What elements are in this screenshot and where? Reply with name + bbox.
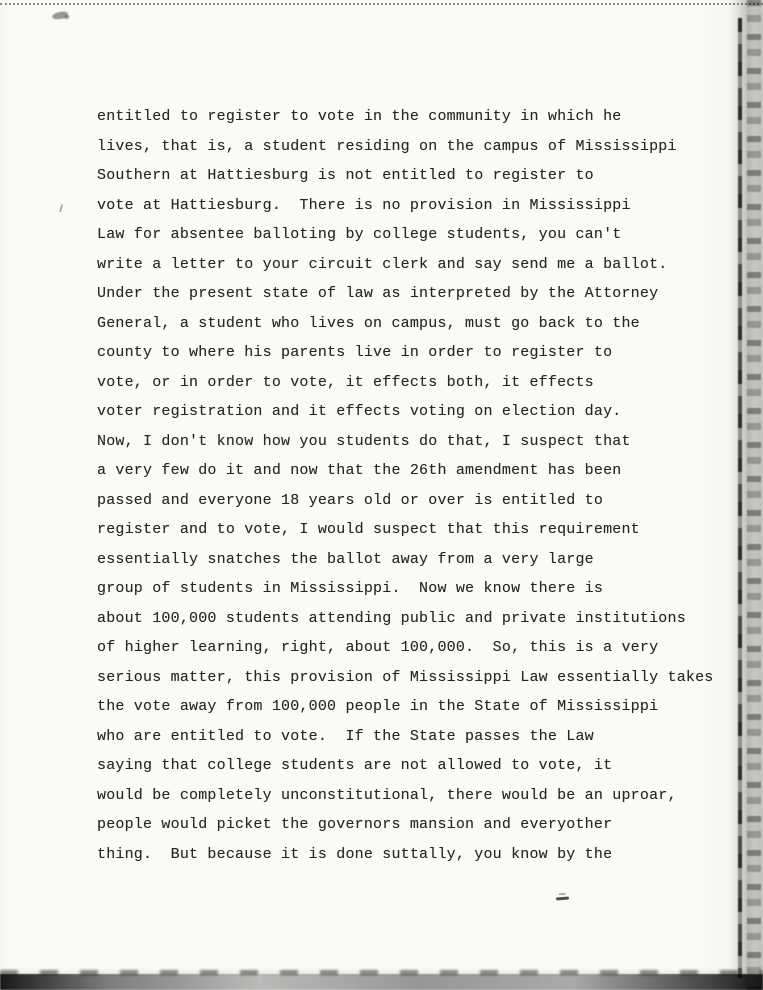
scan-artifact-top-dotted-line	[0, 3, 763, 5]
scan-artifact-right-speckle	[747, 0, 761, 990]
text-line: saying that college students are not allowed to vote, it	[97, 757, 613, 774]
text-line: passed and everyone 18 years old or over is entitled to	[97, 491, 604, 509]
scan-artifact-smudge	[52, 11, 69, 20]
scan-artifact-right-line	[738, 18, 742, 978]
text-line: voter registration and it effects voting on election day.	[97, 403, 622, 420]
text-line: Law for absentee balloting by college students, you can't	[97, 226, 622, 243]
text-line: about 100,000 students attending public and private institutions	[97, 609, 686, 627]
text-line: essentially snatches the ballot away from a very large	[97, 550, 594, 568]
text-line: group of students in Mississippi. Now we know there is	[97, 580, 604, 597]
document-text	[97, 102, 737, 869]
text-line: register and to vote, I would suspect that this requirement	[97, 521, 640, 538]
text-line: entitled to register to vote in the community in which he	[97, 108, 622, 125]
text-line: serious matter, this provision of Mississippi Law essentially takes	[97, 668, 714, 686]
text-line: would be completely unconstitutional, there would be an uproar,	[97, 786, 677, 804]
text-line: a very few do it and now that the 26th amendment has been	[97, 462, 622, 479]
text-line: Under the present state of law as interpreted by the Attorney	[97, 285, 659, 302]
text-line: thing. But because it is done suttally, you know by the	[97, 845, 613, 863]
text-line: vote, or in order to vote, it effects both, it effects	[97, 373, 594, 391]
text-line: Now, I don't know how you students do that, I suspect that	[97, 432, 631, 450]
scan-artifact-bottom-edge	[0, 974, 763, 990]
text-line: county to where his parents live in order to register to	[97, 344, 613, 361]
text-line: who are entitled to vote. If the State passes the Law	[97, 727, 594, 745]
text-line: the vote away from 100,000 people in the State of Mississippi	[97, 698, 659, 715]
text-line: General, a student who lives on campus, must go back to the	[97, 314, 640, 332]
text-line: vote at Hattiesburg. There is no provision in Mississippi	[97, 196, 631, 214]
text-line: lives, that is, a student residing on the campus of Mississippi	[97, 137, 677, 155]
scan-artifact-dash	[556, 897, 569, 901]
text-line: write a letter to your circuit clerk and say send me a ballot.	[97, 255, 668, 273]
scan-artifact-left-tick	[59, 204, 69, 214]
text-line: people would picket the governors mansion and everyother	[97, 816, 613, 833]
text-line: Southern at Hattiesburg is not entitled to register to	[97, 167, 594, 184]
text-line: of higher learning, right, about 100,000. So, this is a very	[97, 639, 659, 656]
